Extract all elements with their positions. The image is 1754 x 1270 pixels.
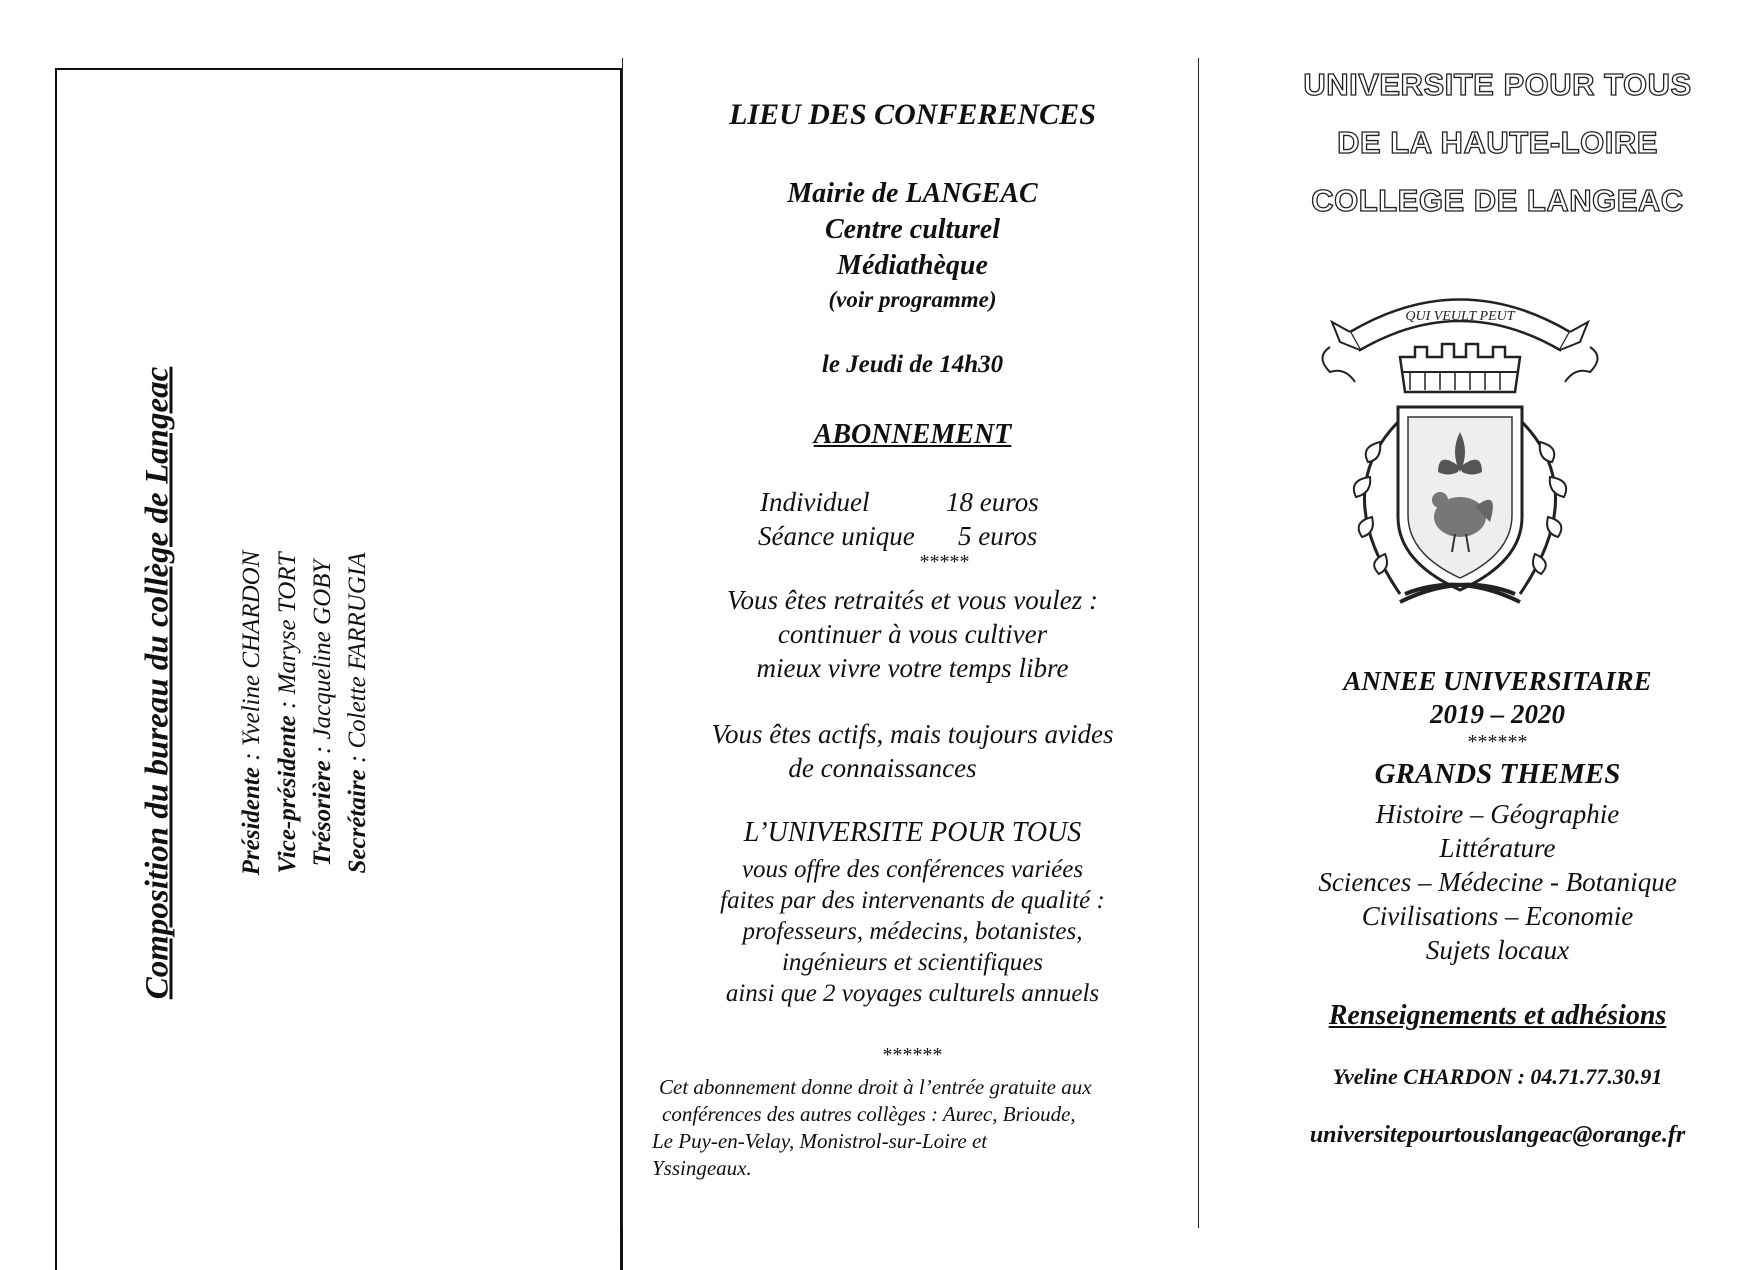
footnote-line: Yssingeaux. (652, 1156, 752, 1180)
member-name: : Jacqueline GOBY (309, 559, 336, 761)
active-line: Vous êtes actifs, mais toujours avides (711, 719, 1114, 749)
langeac-coat-of-arms-icon (1310, 272, 1610, 607)
footnote-line: Le Puy-en-Velay, Monistrol-sur-Loire et (652, 1129, 988, 1153)
price-value: 5 euros (958, 521, 1038, 551)
crest-motto: QUI VEULT PEUT (1405, 309, 1515, 324)
schedule: le Jeudi de 14h30 (821, 351, 1004, 378)
contact-email: universitepourtouslangeac@orange.fr (1309, 1122, 1686, 1148)
venue-line: Mairie de LANGEAC (787, 178, 1038, 209)
member-role: Vice-présidente (274, 715, 301, 874)
column-divider (622, 58, 623, 1228)
footnote (652, 1074, 1197, 1182)
separator: ****** (1467, 731, 1528, 753)
subscription-heading: ABONNEMENT (813, 419, 1012, 450)
retired-line: continuer à vous cultiver (777, 619, 1048, 649)
contact-phone: Yveline CHARDON : 04.71.77.30.91 (1332, 1064, 1663, 1089)
retired-line: mieux vivre votre temps libre (756, 653, 1069, 683)
themes-heading: GRANDS THEMES (1374, 758, 1621, 790)
theme-item: Sujets locaux (1425, 935, 1570, 965)
university-header (1255, 56, 1740, 230)
theme-item: Sciences – Médecine - Botanique (1318, 867, 1677, 897)
footnote-line: Cet abonnement donne droit à l’entrée gratuite aux (659, 1075, 1092, 1099)
member-name: : Yveline CHARDON (238, 550, 265, 768)
header-line: UNIVERSITE POUR TOUS (1303, 67, 1692, 102)
footnote-line: conférences des autres collèges : Aurec, Brioude, (662, 1102, 1076, 1126)
member-role: Présidente (238, 767, 265, 876)
theme-item: Histoire – Géographie (1375, 799, 1620, 829)
retired-line: Vous êtes retraités et vous voulez : (727, 585, 1098, 615)
theme-item: Civilisations – Economie (1361, 901, 1634, 931)
upt-line: vous offre des conférences variées (741, 856, 1084, 883)
upt-title: L’UNIVERSITE POUR TOUS (743, 817, 1082, 848)
price-label: Individuel (760, 487, 870, 517)
separator: ***** (919, 551, 970, 573)
info-heading: Renseignements et adhésions (1328, 1000, 1667, 1031)
venue-line: Médiathèque (837, 250, 988, 281)
venue-block (640, 176, 1185, 284)
price-values (946, 485, 1039, 553)
price-labels (758, 485, 915, 553)
academic-year-value: 2019 – 2020 (1430, 699, 1565, 729)
price-value: 18 euros (946, 487, 1039, 517)
separator: ****** (882, 1044, 943, 1066)
header-line: DE LA HAUTE-LOIRE (1337, 125, 1658, 160)
upt-line: professeurs, médecins, botanistes, (742, 918, 1083, 945)
themes-list (1255, 797, 1740, 967)
member-role: Trésorière (309, 760, 336, 867)
venue-line: Centre culturel (824, 214, 1000, 245)
conference-heading: LIEU DES CONFERENCES (729, 98, 1096, 131)
upt-line: ainsi que 2 voyages culturels annuels (725, 980, 1100, 1007)
active-line: de connaissances (788, 753, 977, 783)
bureau-title-text: Composition du bureau du collège de Langeac (139, 366, 176, 1000)
column-divider (1198, 58, 1199, 1228)
active-text (640, 717, 1185, 785)
theme-item: Littérature (1439, 833, 1556, 863)
venue-note: (voir programme) (828, 287, 997, 312)
retired-text (640, 583, 1185, 685)
upt-line: faites par des intervenants de qualité : (720, 887, 1105, 914)
member-name: : Maryse TORT (274, 552, 301, 716)
price-label: Séance unique (758, 521, 915, 551)
member-role: Secrétaire (344, 769, 371, 874)
upt-description (640, 854, 1185, 1009)
upt-line: ingénieurs et scientifiques (781, 949, 1044, 976)
academic-year-label: ANNEE UNIVERSITAIRE (1343, 666, 1652, 696)
header-line: COLLEGE DE LANGEAC (1311, 183, 1684, 218)
member-name: : Colette FARRUGIA (344, 552, 371, 770)
